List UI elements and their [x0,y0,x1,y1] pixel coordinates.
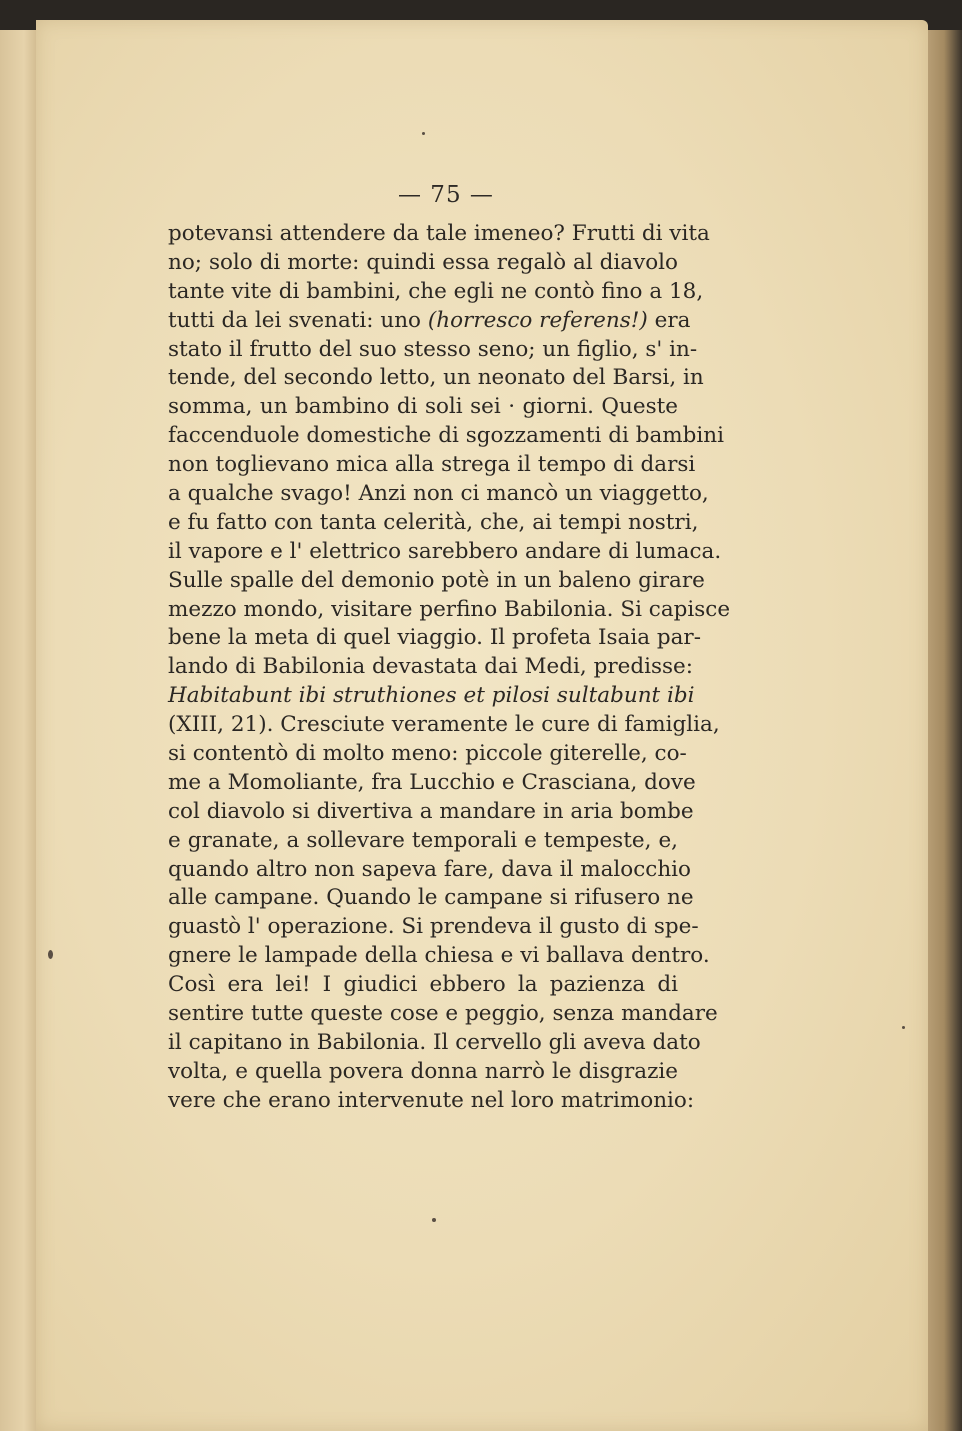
text-line: Così era lei! I giudici ebbero la pazienza di [168,972,678,998]
text-line: lando di Babilonia devastata dai Medi, predisse: [168,654,694,680]
text-line: somma, un bambino di soli sei · giorni. Queste [168,394,678,420]
text-line: gnere le lampade della chiesa e vi ballava dentro. [168,943,710,969]
text-line: a qualche svago! Anzi non ci mancò un viaggetto, [168,481,709,507]
body-text [168,220,731,1116]
text-line: stato il frutto del suo stesso seno; un figlio, s' in- [168,336,698,362]
text-line: col diavolo si divertiva a mandare in aria bombe [168,798,694,824]
text-line-mixed [168,307,691,336]
text-line: tende, del secondo letto, un neonato del Barsi, in [168,365,704,391]
text-line: e fu fatto con tanta celerità, che, ai tempi nostri, [168,509,699,535]
page-number: — 75 — [398,182,494,208]
text-line: mezzo mondo, visitare perfino Babilonia. Si capisce [168,596,731,622]
text-line: volta, e quella povera donna narrò le disgrazie [168,1058,678,1084]
latin-phrase: (horresco referens!) [427,307,648,333]
text-line: si contentò di molto meno: piccole giterelle, co- [168,741,687,767]
text-line: alle campane. Quando le campane si rifusero ne [168,885,694,911]
ink-speck [48,950,53,959]
text-line: vere che erano intervenute nel loro matrimonio: [168,1087,695,1113]
text-line: Sulle spalle del demonio potè in un baleno girare [168,567,705,593]
text-line: il capitano in Babilonia. Il cervello gli aveva dato [168,1029,701,1055]
text-line: quando altro non sapeva fare, dava il malocchio [168,856,692,882]
text-line: (XIII, 21). Cresciute veramente le cure di famiglia, [168,712,720,738]
text-line: sentire tutte queste cose e peggio, senza mandare [168,1001,718,1027]
text-line: il vapore e l' elettrico sarebbero andare di lumaca. [168,538,722,564]
ink-speck [432,1218,436,1222]
text-line: bene la meta di quel viaggio. Il profeta Isaia par- [168,625,701,651]
text-line: potevansi attendere da tale imeneo? Frutti di vita [168,221,710,246]
text-run: era [654,307,691,333]
text-run: tutti da lei svenati: uno [168,307,422,333]
ink-speck [902,1026,905,1029]
text-line: tante vite di bambini, che egli ne contò fino a 18, [168,278,704,304]
text-line: guastò l' operazione. Si prendeva il gusto di spe- [168,914,699,940]
ink-speck [422,132,425,135]
latin-quotation-line: Habitabunt ibi struthiones et pilosi sultabunt ibi [168,683,695,709]
text-line: e granate, a sollevare temporali e tempeste, e, [168,827,678,853]
book-page [36,20,928,1431]
text-line: faccenduole domestiche di sgozzamenti di bambini [168,423,725,449]
text-line: me a Momoliante, fra Lucchio e Crasciana, dove [168,769,696,795]
text-line: non toglievano mica alla strega il tempo di darsi [168,452,696,478]
text-line: no; solo di morte: quindi essa regalò al diavolo [168,249,678,275]
